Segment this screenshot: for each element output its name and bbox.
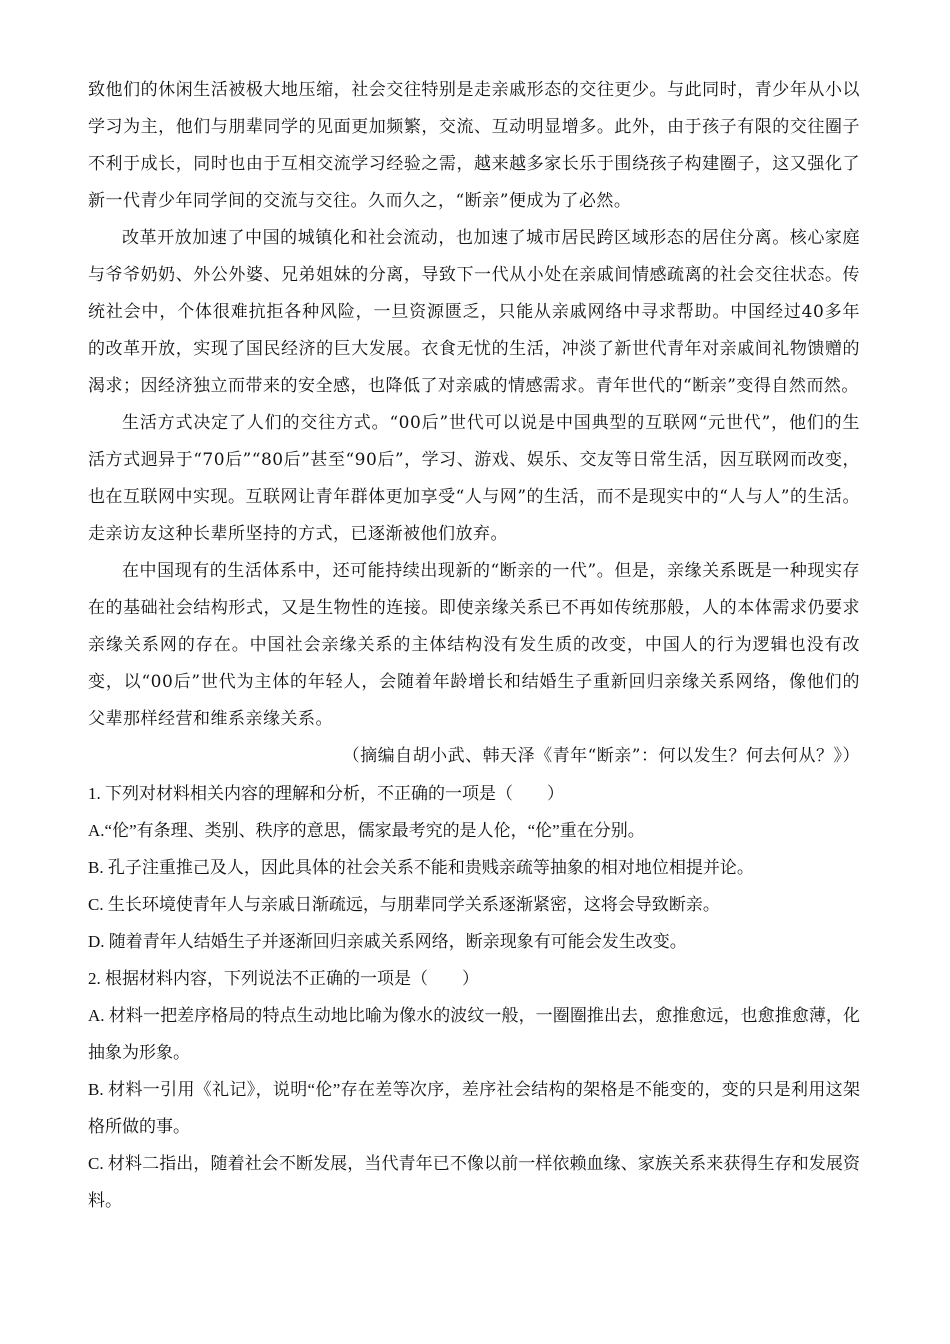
- question-2: [88, 960, 860, 1219]
- passage: [88, 72, 860, 775]
- passage-paragraph: 在中国现有的生活体系中，还可能持续出现新的“断亲的一代”。但是，亲缘关系既是一种现实存在的基础社会结构形式，又是生物性的连接。即使亲缘关系已不再如传统那般，人的本体需求仍要求亲缘关系网的存在。中国社会亲缘关系的主体结构没有发生质的改变，中国人的行为逻辑也没有改变，以“00后”世代为主体的年轻人，会随着年龄增长和结婚生子重新回归亲缘关系网络，像他们的父辈那样经营和维系亲缘关系。: [88, 561, 860, 729]
- option-c: C. 生长环境使青年人与亲戚日渐疏远，与朋辈同学关系逐渐紧密，这将会导致断亲。: [88, 895, 720, 914]
- question-stem: 2. 根据材料内容，下列说法不正确的一项是（ ）: [88, 969, 479, 988]
- question-stem: 1. 下列对材料相关内容的理解和分析，不正确的一项是（ ）: [88, 784, 564, 803]
- option-c: C. 材料二指出，随着社会不断发展，当代青年已不像以前一样依赖血缘、家族关系来获得生存和发展资料。: [88, 1154, 860, 1210]
- passage-paragraph: 致他们的休闲生活被极大地压缩，社会交往特别是走亲戚形态的交往更少。与此同时，青少年从小以学习为主，他们与朋辈同学的见面更加频繁，交流、互动明显增多。此外，由于孩子有限的交往圈子不利于成长，同时也由于互相交流学习经验之需，越来越多家长乐于围绕孩子构建圈子，这又强化了新一代青少年同学间的交流与交往。久而久之，“断亲”便成为了必然。: [88, 80, 860, 211]
- option-a: A.“伦”有条理、类别、秩序的意思，儒家最考究的是人伦，“伦”重在分别。: [88, 821, 645, 840]
- passage-paragraph: 生活方式决定了人们的交往方式。“00后”世代可以说是中国典型的互联网“元世代”，他们的生活方式迥异于“70后”“80后”甚至“90后”，学习、游戏、娱乐、交友等日常生活，因互联网而改变，也在互联网中实现。互联网让青年群体更加享受“人与网”的生活，而不是现实中的“人与人”的生活。走亲访友这种长辈所坚持的方式，已逐渐被他们放弃。: [88, 413, 860, 544]
- option-a: A. 材料一把差序格局的特点生动地比喻为像水的波纹一般，一圈圈推出去，愈推愈远，也愈推愈薄，化抽象为形象。: [88, 1006, 860, 1062]
- passage-paragraph: 改革开放加速了中国的城镇化和社会流动，也加速了城市居民跨区域形态的居住分离。核心家庭与爷爷奶奶、外公外婆、兄弟姐妹的分离，导致下一代从小处在亲戚间情感疏离的社会交往状态。传统社会中，个体很难抗拒各种风险，一旦资源匮乏，只能从亲戚网络中寻求帮助。中国经过40多年的改革开放，实现了国民经济的巨大发展。衣食无忧的生活，冲淡了新世代青年对亲戚间礼物馈赠的渴求；因经济独立而带来的安全感，也降低了对亲戚的情感需求。青年世代的“断亲”变得自然而然。: [88, 228, 860, 396]
- option-d: D. 随着青年人结婚生子并逐渐回归亲戚关系网络，断亲现象有可能会发生改变。: [88, 932, 687, 951]
- option-b: B. 孔子注重推己及人，因此具体的社会关系不能和贵贱亲疏等抽象的相对地位相提并论。: [88, 858, 754, 877]
- question-1: [88, 775, 860, 960]
- document-page: [88, 72, 860, 1219]
- passage-source: （摘编自胡小武、韩天泽《青年“断亲”：何以发生？何去何从？》）: [342, 746, 860, 766]
- option-b: B. 材料一引用《礼记》，说明“伦”存在差等次序，差序社会结构的架格是不能变的，变的只是利用这架格所做的事。: [88, 1080, 860, 1136]
